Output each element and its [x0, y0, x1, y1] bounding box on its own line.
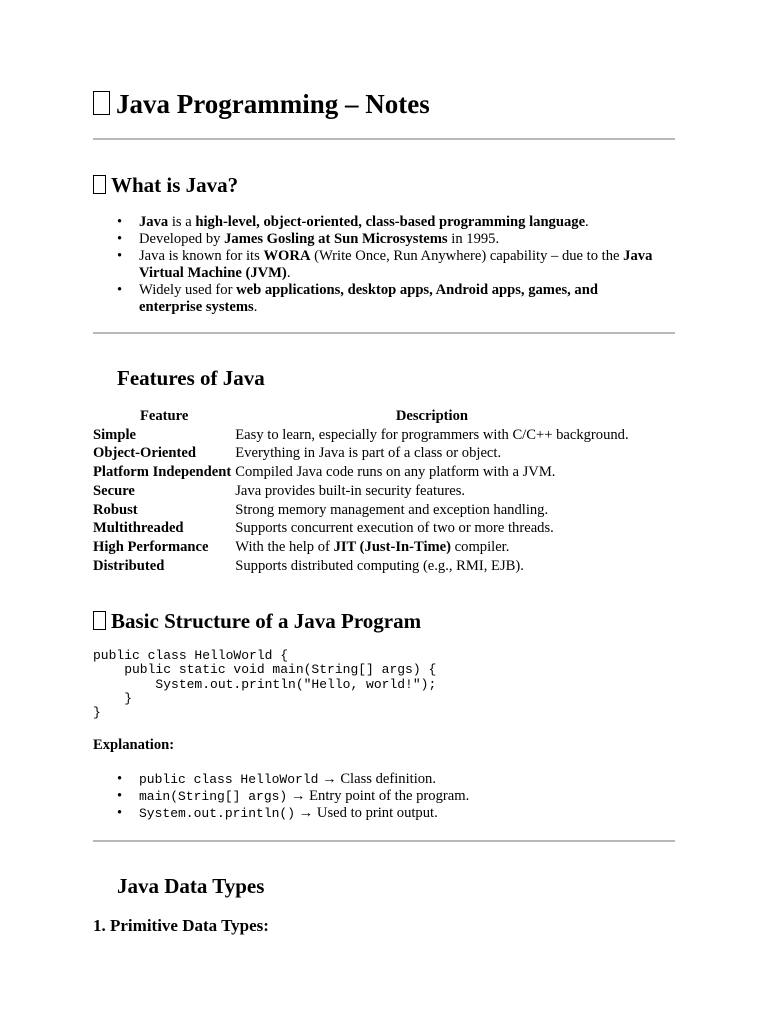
missing-glyph-icon: [93, 91, 110, 115]
page-title-text: Java Programming – Notes: [116, 89, 430, 119]
text: .: [585, 214, 589, 230]
horizontal-rule: [93, 840, 675, 842]
features-table: [93, 407, 629, 575]
table-row: [93, 463, 629, 482]
feature-name: Robust: [93, 501, 138, 518]
list-item: [93, 788, 653, 805]
bold-text: JIT (Just-In-Time): [333, 538, 452, 555]
missing-glyph-icon: [93, 611, 106, 630]
table-row: [93, 426, 629, 445]
feature-description: [235, 557, 628, 576]
text: Supports distributed computing (e.g., RMI, EJB).: [235, 557, 524, 574]
what-is-java-list: [93, 214, 653, 316]
page-title: [93, 86, 430, 122]
explanation-list: [93, 771, 653, 822]
list-item: [93, 805, 653, 822]
text: Java provides built-in security features.: [235, 482, 466, 499]
arrow-icon: →: [287, 788, 310, 804]
section-heading-features: [117, 364, 265, 392]
table-row: [93, 538, 629, 557]
text: is a: [168, 214, 196, 230]
bullet-icon: •: [117, 214, 123, 230]
feature-description: [235, 519, 628, 538]
text: compiler.: [451, 538, 510, 555]
text: Java is known for its: [139, 248, 264, 264]
text: (Write Once, Run Anywhere) capability – due to the: [310, 248, 624, 264]
arrow-icon: →: [318, 771, 341, 787]
bold-text: James Gosling at Sun Microsystems: [224, 231, 448, 247]
section-heading-text: Basic Structure of a Java Program: [111, 609, 422, 633]
bold-text: Java Virtual Machine (JVM): [139, 248, 653, 281]
feature-name: High Performance: [93, 538, 209, 555]
list-item: [93, 771, 653, 788]
feature-description: [235, 426, 628, 445]
text: in 1995.: [447, 231, 500, 247]
section-heading-what-is-java: [93, 171, 238, 199]
bullet-icon: •: [117, 248, 123, 264]
horizontal-rule: [93, 138, 675, 140]
text: With the help of: [235, 538, 334, 555]
text: .: [253, 299, 258, 315]
feature-description: [235, 482, 628, 501]
bold-text: high-level, object-oriented, class-based programming language: [195, 214, 586, 230]
code-block: public class HelloWorld { public static void main(String[] args) { System.out.println("Hello, world!"); } }: [93, 648, 437, 721]
table-row: [93, 501, 629, 520]
bold-text: web applications, desktop apps, Android apps, games, and enterprise systems: [139, 282, 598, 315]
text: Supports concurrent execution of two or more threads.: [235, 520, 554, 537]
section-heading-data-types: [117, 872, 264, 900]
list-item: [93, 231, 653, 248]
feature-name: Object-Oriented: [93, 445, 196, 462]
feature-description: [235, 444, 628, 463]
list-item: [93, 282, 653, 316]
text: Class definition.: [340, 771, 436, 787]
text: Entry point of the program.: [309, 788, 470, 804]
text: Strong memory management and exception handling.: [235, 501, 549, 518]
feature-name: Distributed: [93, 557, 165, 574]
feature-name: Secure: [93, 482, 135, 499]
section-heading-structure: [93, 607, 421, 635]
horizontal-rule: [93, 332, 675, 334]
inline-code: System.out.println(): [139, 806, 296, 821]
table-row: [93, 444, 629, 463]
list-item: [93, 214, 653, 231]
feature-description: [235, 538, 628, 557]
feature-name: Platform Independent: [93, 464, 232, 481]
section-heading-text: Features of Java: [117, 366, 265, 390]
feature-description: [235, 463, 628, 482]
text: Everything in Java is part of a class or object.: [235, 445, 502, 462]
inline-code: main(String[] args): [139, 789, 288, 804]
text: .: [286, 265, 291, 281]
inline-code: public class HelloWorld: [139, 772, 319, 787]
subheading-primitive-types: 1. Primitive Data Types:: [93, 916, 269, 935]
table-header-row: [93, 407, 629, 426]
section-heading-text: Java Data Types: [117, 874, 265, 898]
bullet-icon: •: [117, 805, 123, 821]
bullet-icon: •: [117, 788, 123, 804]
column-header-description: Description: [395, 408, 469, 424]
text: Compiled Java code runs on any platform with a JVM.: [235, 464, 556, 481]
table-row: [93, 519, 629, 538]
column-header-feature: Feature: [139, 408, 189, 424]
bullet-icon: •: [117, 282, 123, 298]
bold-text: Java: [139, 214, 169, 230]
text: Easy to learn, especially for programmers with C/C++ background.: [235, 426, 629, 443]
table-row: [93, 482, 629, 501]
explanation-label: Explanation:: [93, 737, 175, 753]
section-heading-text: What is Java?: [111, 173, 239, 197]
text: Developed by: [139, 231, 225, 247]
feature-name: Simple: [93, 426, 136, 443]
text: Used to print output.: [316, 805, 438, 821]
missing-glyph-icon: [93, 175, 106, 194]
feature-name: Multithreaded: [93, 520, 184, 537]
table-row: [93, 557, 629, 576]
arrow-icon: →: [295, 805, 317, 821]
feature-description: [235, 501, 628, 520]
bold-text: WORA: [263, 248, 311, 264]
bullet-icon: •: [117, 231, 123, 247]
text: Widely used for: [139, 282, 237, 298]
list-item: [93, 248, 653, 282]
bullet-icon: •: [117, 771, 123, 787]
